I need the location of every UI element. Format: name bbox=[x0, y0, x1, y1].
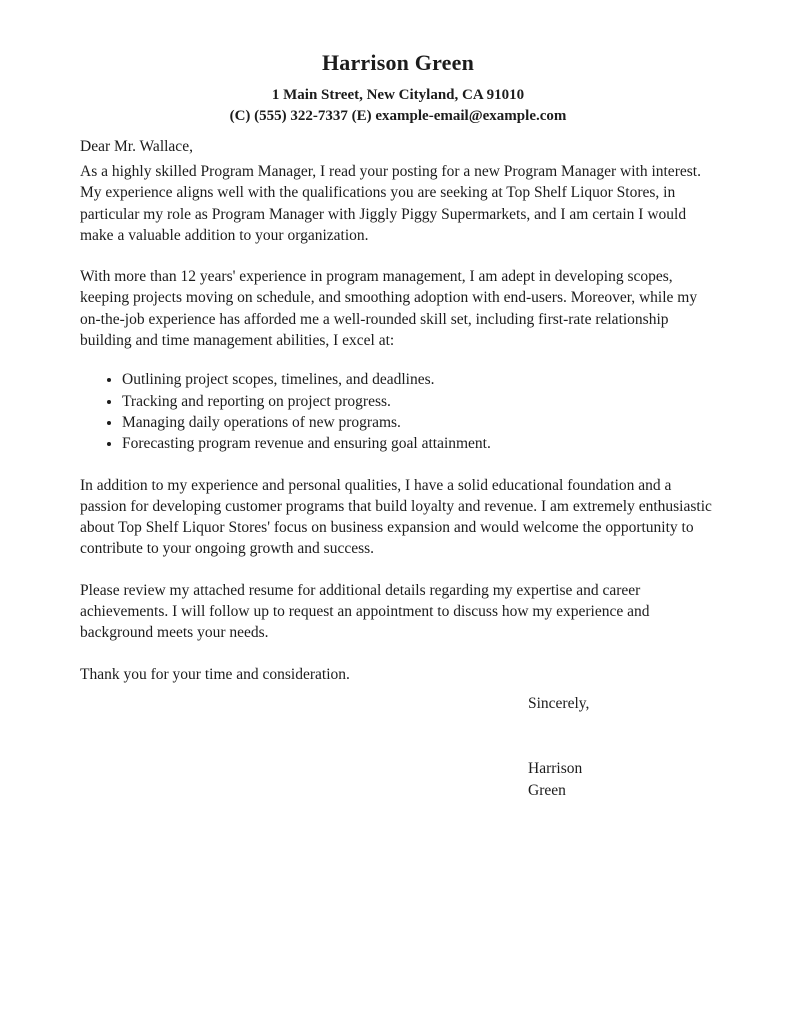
paragraph-introduction: As a highly skilled Program Manager, I read your posting for a new Program Manager with interest. My experience aligns well with the qualifications you are seeking at Top Shelf Liquor Stores, in particular my role as Program Manager with Jiggly Piggy Supermarkets, and I am certain I would make a valuable addition to your organization. bbox=[80, 163, 701, 244]
salutation: Dear Mr. Wallace, bbox=[80, 138, 193, 155]
list-item: • Managing daily operations of new programs. bbox=[122, 412, 716, 433]
signature-first-name: Harrison bbox=[528, 760, 583, 778]
closing-block bbox=[528, 693, 716, 802]
skills-bullet-list bbox=[80, 369, 716, 454]
sender-name: Harrison Green bbox=[321, 50, 475, 75]
list-item: • Forecasting program revenue and ensuring goal attainment. bbox=[122, 433, 716, 454]
sender-contact: (C) (555) 322-7337 (E) example-email@example.com bbox=[229, 108, 567, 124]
valediction: Sincerely, bbox=[528, 694, 590, 712]
letter-header bbox=[80, 50, 716, 126]
sender-address: 1 Main Street, New Cityland, CA 91010 bbox=[271, 87, 525, 103]
paragraph-experience: With more than 12 years' experience in program management, I am adept in developing scopes, keeping projects moving on schedule, and smoothing adoption with end-users. Moreover, while my on-the-job experience has afforded me a well-rounded skill set, including first-rate relationship building and time management abilities, I excel at: bbox=[80, 268, 698, 350]
list-item: • Tracking and reporting on project progress. bbox=[122, 391, 716, 412]
list-item: • Outlining project scopes, timelines, and deadlines. bbox=[122, 369, 716, 390]
thank-you-line: Thank you for your time and consideration. bbox=[80, 665, 350, 683]
paragraph-follow-up: Please review my attached resume for additional details regarding my expertise and career achievements. I will follow up to request an appointment to discuss how my experience and background meets your needs. bbox=[80, 581, 650, 642]
paragraph-education: In addition to my experience and personal qualities, I have a solid educational foundation and a passion for developing customer programs that build loyalty and revenue. I am extremely enthusiastic about Top Shelf Liquor Stores' focus on business expansion and would welcome the opportunity to contribute to your ongoing growth and success. bbox=[80, 476, 712, 558]
signature-last-name: Green bbox=[528, 782, 566, 800]
